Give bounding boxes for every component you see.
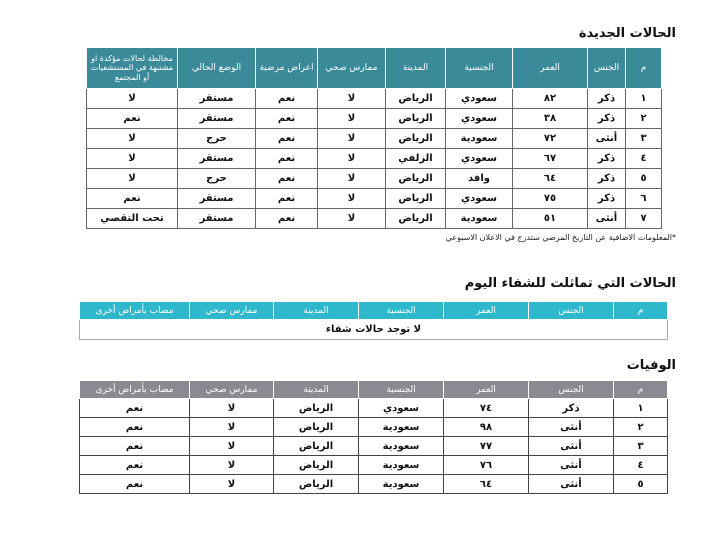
table-cell: لا [87,149,178,169]
table-cell: لا [318,89,386,109]
deaths-header-cell: المدينة [274,381,359,399]
new-cases-note: *المعلومات الاضافية عن التاريخ المرضي ستدرج في الاعلان الاسبوعي [445,233,676,242]
table-cell: ٥ [614,475,668,494]
table-cell: الرياض [386,169,446,189]
table-cell: ذكر [529,399,614,418]
table-cell: الرياض [274,475,359,494]
table-cell: ٦٧ [513,149,588,169]
table-cell: لا [87,129,178,149]
table-cell: ٨٢ [513,89,588,109]
table-cell: ٦٤ [444,475,529,494]
table-cell: ٧٦ [444,456,529,475]
table-cell: لا [190,475,274,494]
table-cell: نعم [80,437,190,456]
table-cell: نعم [87,189,178,209]
table-cell: الرياض [386,109,446,129]
table-cell: مستقر [178,89,256,109]
new-cases-header-cell: مخالطة لحالات مؤكدة او مشتبهة في المستشفيات أو المجتمع [87,48,178,89]
table-cell: سعودي [446,189,513,209]
table-cell: سعودية [359,418,444,437]
table-cell: حرج [178,169,256,189]
new-cases-header-cell: اعراض مرضية [256,48,318,89]
table-row [80,437,668,456]
table-cell: ذكر [588,149,626,169]
table-cell: ١ [626,89,662,109]
new-cases-header-cell: الوضع الحالي [178,48,256,89]
recovered-header-cell: ممارس صحي [190,302,274,320]
recovered-header-cell: م [614,302,668,320]
table-cell: أنثى [529,456,614,475]
table-cell: نعم [87,109,178,129]
table-row [87,209,662,229]
table-cell: مستقر [178,209,256,229]
table-row [80,456,668,475]
table-cell: سعودية [446,129,513,149]
new-cases-header-cell: المدينة [386,48,446,89]
table-cell: ٣٨ [513,109,588,129]
new-cases-body [87,89,662,229]
new-cases-header-cell: العمر [513,48,588,89]
table-cell: لا [318,189,386,209]
table-cell: نعم [80,475,190,494]
table-cell: نعم [256,209,318,229]
table-cell: أنثى [529,418,614,437]
table-cell: نعم [80,456,190,475]
new-cases-header-cell: الجنس [588,48,626,89]
table-row [87,189,662,209]
table-cell: ٧٥ [513,189,588,209]
recovered-header-row [80,302,668,320]
table-row [87,129,662,149]
recovered-header-cell: المدينة [274,302,359,320]
table-cell: الرياض [274,456,359,475]
table-cell: ٦٤ [513,169,588,189]
table-cell: نعم [256,109,318,129]
table-cell: لا [318,109,386,129]
table-cell: الزلفي [386,149,446,169]
table-cell: أنثى [588,129,626,149]
deaths-header-cell: ممارس صحي [190,381,274,399]
table-cell: الرياض [386,129,446,149]
table-cell: ٤ [626,149,662,169]
table-cell: نعم [256,149,318,169]
new-cases-header-cell: ممارس صحي [318,48,386,89]
table-cell: ذكر [588,109,626,129]
new-cases-header-cell: م [626,48,662,89]
table-row [87,109,662,129]
table-cell: لا [190,437,274,456]
table-cell: مستقر [178,109,256,129]
table-cell: الرياض [386,209,446,229]
table-row [87,169,662,189]
table-cell: ذكر [588,89,626,109]
table-cell: ٦ [626,189,662,209]
table-row [80,418,668,437]
table-cell: ذكر [588,189,626,209]
table-cell: ٢ [626,109,662,129]
table-cell: الرياض [274,437,359,456]
table-cell: ٧ [626,209,662,229]
recovered-title: الحالات التي تماثلت للشفاء اليوم [464,276,676,291]
table-cell: سعودي [446,149,513,169]
table-cell: سعودية [359,437,444,456]
table-cell: لا [318,129,386,149]
table-cell: ٥ [626,169,662,189]
table-cell: نعم [80,399,190,418]
table-cell: لا [190,399,274,418]
table-cell: نعم [256,89,318,109]
table-cell: ٧٧ [444,437,529,456]
table-cell: لا [318,209,386,229]
table-cell: نعم [80,418,190,437]
table-cell: نعم [256,169,318,189]
table-row [87,149,662,169]
deaths-header-cell: م [614,381,668,399]
table-cell: ٧٤ [444,399,529,418]
table-cell: وافد [446,169,513,189]
table-cell: حرج [178,129,256,149]
recovered-header-cell: العمر [444,302,529,320]
deaths-header-cell: العمر [444,381,529,399]
table-cell: ٧٢ [513,129,588,149]
table-cell: ٤ [614,456,668,475]
table-cell: سعودي [446,89,513,109]
table-cell: لا [87,89,178,109]
table-cell: الرياض [386,89,446,109]
deaths-table [79,380,668,494]
new-cases-title: الحالات الجديدة [578,26,676,41]
table-cell: لا [87,169,178,189]
table-cell: أنثى [588,209,626,229]
table-cell: لا [190,456,274,475]
table-cell: مستقر [178,149,256,169]
table-cell: سعودية [446,209,513,229]
table-cell: ٣ [614,437,668,456]
recovered-empty-row [80,320,668,340]
table-cell: الرياض [386,189,446,209]
table-cell: أنثى [529,475,614,494]
table-cell: الرياض [274,418,359,437]
table-cell: مستقر [178,189,256,209]
new-cases-header-row [87,48,662,89]
table-cell: لا [190,418,274,437]
table-cell: سعودية [359,456,444,475]
recovered-header-cell: مصاب بأمراض أخرى [80,302,190,320]
table-cell: سعودي [446,109,513,129]
table-cell: سعودية [359,475,444,494]
table-cell: سعودي [359,399,444,418]
table-cell: ٢ [614,418,668,437]
table-cell: ذكر [588,169,626,189]
table-cell: ١ [614,399,668,418]
table-row [80,475,668,494]
deaths-title: الوفيات [626,358,676,373]
deaths-header-cell: الجنس [529,381,614,399]
recovered-header-cell: الجنس [529,302,614,320]
table-cell: ٣ [626,129,662,149]
deaths-body [80,399,668,494]
deaths-header-cell: الجنسية [359,381,444,399]
recovered-table [79,301,668,340]
table-cell: الرياض [274,399,359,418]
table-cell: ٥١ [513,209,588,229]
table-cell: ٩٨ [444,418,529,437]
new-cases-table [86,47,662,229]
recovered-header-cell: الجنسية [359,302,444,320]
recovered-empty-message: لا توجد حالات شفاء [80,320,668,340]
deaths-header-row [80,381,668,399]
table-cell: لا [318,169,386,189]
table-cell: لا [318,149,386,169]
table-row [80,399,668,418]
table-cell: تحت التقصي [87,209,178,229]
table-row [87,89,662,109]
table-cell: نعم [256,129,318,149]
deaths-header-cell: مصاب بأمراض أخرى [80,381,190,399]
table-cell: نعم [256,189,318,209]
new-cases-header-cell: الجنسية [446,48,513,89]
table-cell: أنثى [529,437,614,456]
